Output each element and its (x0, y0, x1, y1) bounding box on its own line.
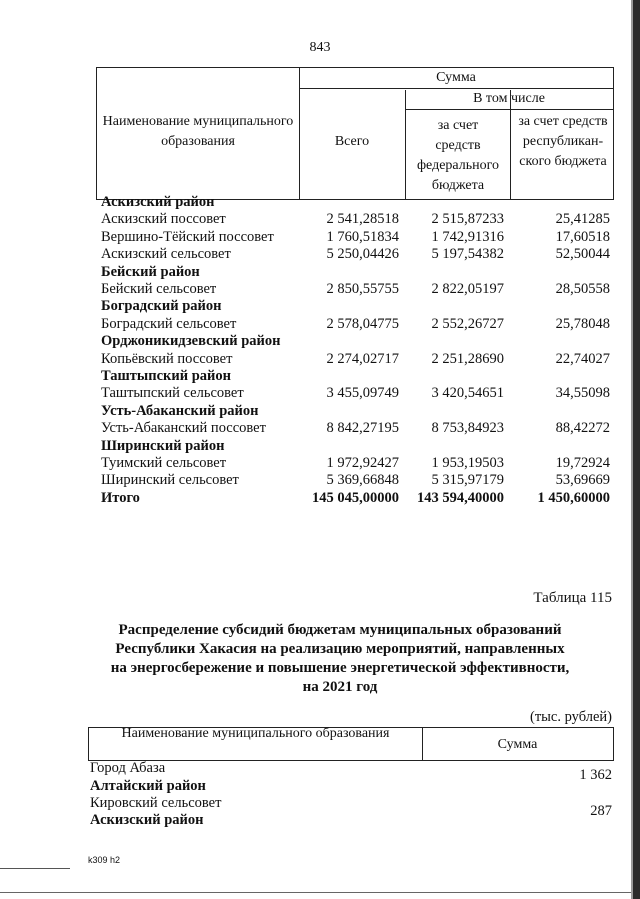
row-federal: 8 753,84923 (431, 420, 504, 437)
t2-row-name: Аскизский район (90, 812, 204, 828)
title-line: Распределение субсидий бюджетам муниципальных образований (118, 622, 562, 638)
table-row (0, 455, 640, 473)
row-name: Орджоникидзевский район (101, 333, 281, 350)
row-republic: 34,55098 (555, 385, 610, 402)
row-name: Таштыпский сельсовет (101, 385, 244, 402)
row-republic: 28,50558 (555, 281, 610, 297)
section-row (0, 368, 640, 386)
row-total: 145 045,00000 (312, 489, 399, 506)
t2-row-value: 287 (590, 803, 612, 819)
table-row (0, 490, 640, 508)
section-row (0, 403, 640, 421)
row-republic: 1 450,60000 (537, 489, 610, 506)
row-name: Бейский район (101, 263, 200, 280)
t2-row-value: 1 362 (579, 767, 612, 783)
section-row (0, 438, 640, 456)
row-republic: 19,72924 (555, 455, 610, 471)
t2-header-sum: Сумма (497, 737, 538, 752)
header-name-col: Наименование муниципального образования (102, 114, 294, 149)
row-total: 1 760,51834 (326, 228, 399, 245)
row-name: Усть-Абаканский поссовет (101, 420, 266, 437)
row-name: Итого (101, 489, 140, 506)
scan-line (0, 868, 70, 869)
t2-row-name: Город Абаза (90, 760, 166, 776)
scan-line (0, 892, 640, 893)
row-total: 2 274,02717 (326, 350, 399, 367)
table-row (0, 420, 640, 438)
row-federal: 143 594,40000 (417, 489, 504, 506)
t2-row-name: Кировский сельсовет (90, 795, 222, 811)
row-republic: 52,50044 (555, 246, 610, 263)
row-total: 5 369,66848 (326, 472, 399, 489)
header-federal: за счет средств федерального бюджета (416, 118, 500, 193)
table-row (0, 385, 640, 403)
row-name: Усть-Абаканский район (101, 402, 259, 419)
row-name: Ширинский сельсовет (101, 472, 239, 489)
page-number: 843 (309, 40, 331, 55)
row-name: Боградский район (101, 298, 222, 315)
row-name: Туимский сельсовет (101, 455, 227, 471)
table-row (0, 246, 640, 264)
scan-edge (633, 0, 640, 899)
table-row (0, 351, 640, 369)
row-total: 1 972,92427 (326, 455, 399, 471)
row-federal: 2 251,28690 (431, 350, 504, 367)
header-total: Всего (334, 134, 370, 149)
t2-row-name: Алтайский район (90, 778, 206, 794)
row-name: Аскизский район (101, 194, 215, 210)
row-federal: 1 742,91316 (431, 228, 504, 245)
row-total: 2 541,28518 (326, 211, 399, 228)
row-total: 2 850,55755 (326, 281, 399, 297)
row-federal: 5 197,54382 (431, 246, 504, 263)
row-name: Аскизский поссовет (101, 211, 226, 228)
header-republic: за счет средств республикан-ского бюджета (518, 114, 608, 169)
row-name: Аскизский сельсовет (101, 246, 231, 263)
row-federal: 2 552,26727 (431, 315, 504, 332)
row-republic: 53,69669 (555, 472, 610, 489)
table-row (0, 472, 640, 490)
table-row (0, 211, 640, 229)
row-federal: 2 515,87233 (431, 211, 504, 228)
table-row (0, 229, 640, 247)
section-row (0, 298, 640, 316)
row-republic: 22,74027 (555, 350, 610, 367)
row-name: Таштыпский район (101, 368, 231, 384)
row-federal: 3 420,54651 (431, 385, 504, 402)
header-sum: Сумма (436, 70, 476, 85)
section-row (0, 194, 640, 212)
document-title (60, 621, 620, 697)
table-row (0, 281, 640, 299)
title-line: на 2021 год (302, 679, 378, 695)
footer-code: k309 h2 (88, 855, 121, 865)
t2-header-name-col: Наименование муниципального образования (121, 726, 390, 741)
row-federal: 2 822,05197 (431, 281, 504, 297)
section-row (0, 264, 640, 282)
row-name: Боградский сельсовет (101, 315, 237, 332)
row-republic: 17,60518 (555, 228, 610, 245)
row-republic: 25,78048 (555, 315, 610, 332)
row-total: 8 842,27195 (326, 420, 399, 437)
units-label: (тыс. рублей) (530, 709, 612, 725)
row-total: 2 578,04775 (326, 315, 399, 332)
row-name: Бейский сельсовет (101, 281, 217, 297)
table1-header (96, 67, 614, 200)
row-federal: 1 953,19503 (431, 455, 504, 471)
row-name: Вершино-Тёйский поссовет (101, 228, 274, 245)
row-republic: 88,42272 (555, 420, 610, 437)
title-line: Республики Хакасия на реализацию мероприятий, направленных (115, 641, 565, 657)
title-line: на энергосбережение и повышение энергетической эффективности, (110, 660, 570, 676)
row-name: Ширинский район (101, 437, 225, 454)
table2-header (88, 727, 614, 761)
row-federal: 5 315,97179 (431, 472, 504, 489)
row-total: 5 250,04426 (326, 246, 399, 263)
row-name: Копьёвский поссовет (101, 350, 233, 367)
section-row (0, 333, 640, 351)
row-republic: 25,41285 (555, 211, 610, 228)
header-including: В том числе (473, 91, 545, 106)
table-number: Таблица 115 (533, 590, 612, 606)
table-row (0, 316, 640, 334)
row-total: 3 455,09749 (326, 385, 399, 402)
